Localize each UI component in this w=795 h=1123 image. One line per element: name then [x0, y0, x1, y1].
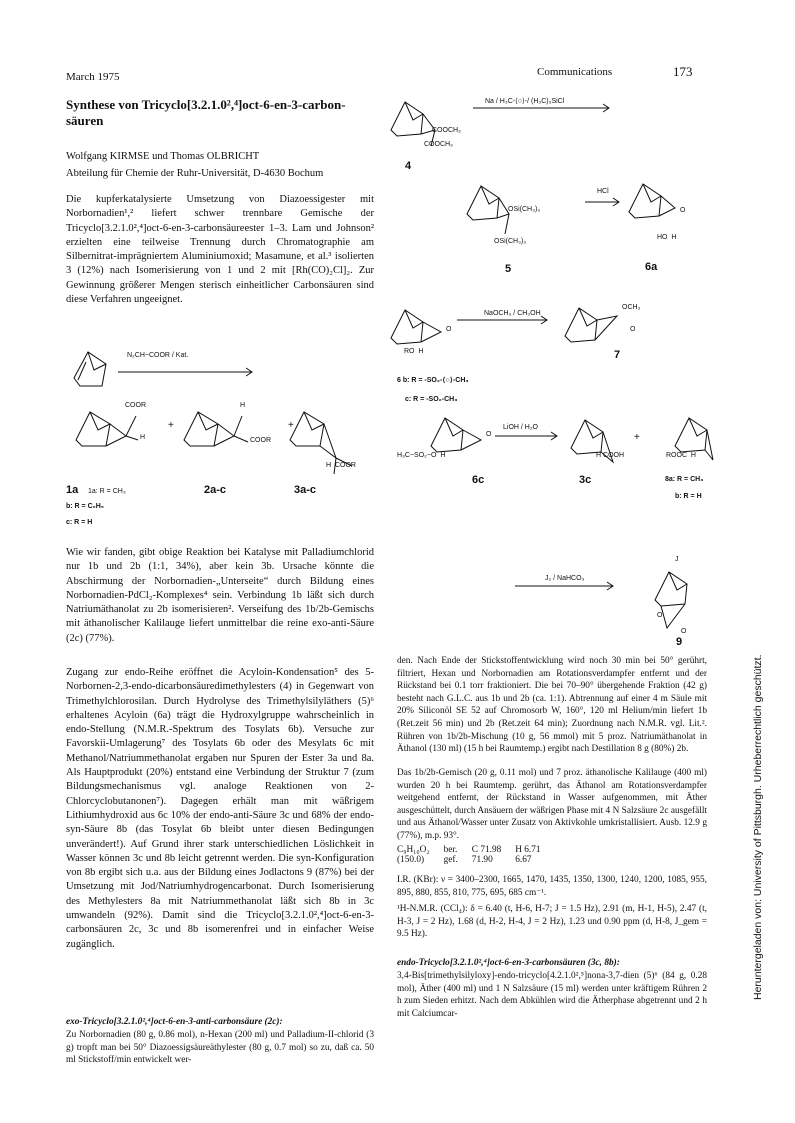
label-rooc: ROOC H [666, 452, 696, 459]
nmr-data: ¹H-N.M.R. (CCl₄): δ = 6.40 (t, H-6, H-7; J = 1.5 Hz), 2.91 (m, H-1, H-5), 2.47 (t, H-3, J = 2 Hz), 1.68 (d, H-2, H-4, J = 2 Hz), 1.23 und 0.90 ppm (d, H-8, J_gem = 9.5 Hz). [397, 904, 707, 940]
compound-3a-c: 3a-c [294, 484, 317, 496]
label-mso: H₃C−SO₂−O H [397, 452, 446, 459]
label-o-9b: O [681, 628, 687, 635]
label-coor-1: COOR [125, 402, 146, 409]
compound-2a-c: 2a-c [204, 484, 227, 496]
compound-6c: 6c [472, 474, 485, 486]
right-text-1: den. Nach Ende der Stickstoffentwicklung wird noch 30 min bei 50° gerührt, filtriert, Hexan und Norbornadien am Rotationsverdampfer entfernt und der Rückstand bei 0.1 torr fraktioniert. Die bei 70–90° übergehende Fraktion (42 g) besteht nach G.L.C. aus 1b und 2b (ca. 1:1). Abtrennung auf einer 4 m Säule mit 20% Siliconöl SE 52 auf Chromosorb W, 160°, 120 ml Helium/min liefert 1b (Ret.zeit 56 min) und 2b (Ret.zeit 64 min); Zuordnung nach N.M.R. vgl. Lit.². Rühren von 1b/2b-Mischung (10 g, 56 mmol) mit 5 proz. Natriumäthanolat in Äthanol (130 ml) (15 h bei Raumtemp.) ergibt nach Destillation 8 g (80%) 2b. [397, 656, 707, 755]
label-8b: b: R = H [675, 493, 702, 500]
hcl-reagent: HCl [597, 188, 609, 195]
elemental-analysis: C₉H₁₀O₂ ber. C 71.98 H 6.71 (150.0) gef. 71.90 6.67 [397, 845, 541, 865]
label-6b-r: 6 b: R = -SO₂-⟨○⟩-CH₃ [397, 377, 469, 384]
compound-6a: 6a [645, 261, 658, 273]
authors: Wolfgang KIRMSE und Thomas OLBRICHT [66, 151, 260, 162]
label-o-7: O [630, 326, 636, 333]
label-o-6a: O [680, 207, 686, 214]
body-paragraph-3: Zugang zur endo-Reihe eröffnet die Acyloin-Kondensation⁵ des 5-Norbornen-2,3-endo-dicarbonsäuredimethylesters (4) in Gegenwart von Trimethylchlorosilan. Durch Hydrolyse des Trimethylsilyläthers (5)⁶ erhaltenes Acyloin (6a) trägt die Hydroxylgruppe wahrscheinlich in endo-Stellung (N.M.R.-Spektrum des Tosylats 6b). Versuche zur Favorskii-Umlagerung⁷ des Tosylats 6b oder des Mesylats 6c mit Methanol/Natriummethanolat ergaben nur Spuren der Ester 3a und 8a. Als Hauptprodukt (20%) entstand eine Verbindung der Struktur 7 (zum Bildungsmechanismus vgl. analoge Reaktionen von 2-Chlorcyclobutanonen⁷). Dagegen erhält man mit wäßrigem Lithiumhydroxid aus 6c 10% der endo-anti-Säure 3c und 68% der endo-syn-Säure 8b (das Tosylat 6b bleibt unter diesen Bedingungen unverändert!). Auf Grund ihrer stark unterschiedlichen Löslichkeit in Wasser können 3c und 8b leicht getrennt werden. Die syn-Konfiguration von 8b ergibt sich u.a. aus der Bildung eines Jodlactons 9 (87%) bei der Umsetzung mit Jod/Natriumhydrogencarbonat. Durch Isomerisierung des Methylesters 8a mit Natriummethanolat läßt sich 8b in 3c umwandeln (92%). Damit sind die Tricyclo[3.2.1.0²,⁴]oct-6-en-3-carbonsäuren 2c, 3c und 8b isomerenfrei und in einfacher Weise zugänglich. [66, 667, 374, 950]
label-coor-2: COOR [250, 437, 271, 444]
scheme-2-structures [385, 90, 725, 650]
r-list-b: b: R = C₂H₅ [66, 503, 105, 510]
compound-3c: 3c [579, 474, 592, 486]
label-och3: OCH₃ [622, 304, 641, 311]
label-ho-6a: HO H [657, 234, 677, 241]
affiliation: Abteilung für Chemie der Ruhr-Universität, D-4630 Bochum [66, 168, 324, 179]
section-name: Communications [537, 66, 613, 78]
exp2-heading: endo-Tricyclo[3.2.1.0²,⁴]oct-6-en-3-carbonsäuren (3c, 8b): [397, 958, 620, 968]
label-cooch3-b: COOCH₃ [424, 141, 453, 148]
label-j: J [675, 556, 679, 563]
label-3c-h-cooh: H COOH [596, 452, 625, 459]
compound-7: 7 [614, 349, 621, 361]
label-h-coor-3: H COOR [326, 462, 356, 469]
exp1-heading: exo-Tricyclo[3.2.1.0²,⁴]oct-6-en-3-anti-carbonsäure (2c): [66, 1017, 283, 1027]
page-number: 173 [673, 64, 693, 79]
compound-9: 9 [676, 636, 683, 648]
scheme1-reagent: N₂CH−COOR / Kat. [127, 352, 189, 359]
label-8a: 8a: R = CH₃ [665, 476, 704, 483]
scheme2-reagent: Na / H₃C-⟨○⟩-/ (H₃C)₃SiCl [485, 98, 565, 105]
scheme5-reagent: LiOH / H₂O [503, 424, 538, 431]
label-ro: RO H [404, 348, 424, 355]
plus-1: + [168, 420, 174, 431]
label-h-1: H [140, 434, 146, 441]
r-list-a: 1a: R = CH₃ [88, 488, 126, 495]
body-paragraph-2: Wie wir fanden, gibt obige Reaktion bei Katalyse mit Palladiumchlorid nur 1b und 2b (1:1, 34%), aber kein 3b. Ursache könnte die Abschirmung der Norbornadien-„Unterseite“ durch Bildung eines Norbornadien-PdCl₂-Komplexes⁴ sein. Verbindung 1b läßt sich durch Natriumäthanolat zu 2b isomerisieren². Verseifung des 1b/2b-Gemischs mit äthanolischer Kalilauge liefert unmittelbar die reine exo-anti-Säure (2c) (77%). [66, 547, 374, 644]
right-text-2: Das 1b/2b-Gemisch (20 g, 0.11 mol) und 7 proz. äthanolische Kalilauge (400 ml) wurden 20 h bei Raumtemp. gerührt, das Äthanol am Rotationsverdampfer weitgehend entfernt, der Rückstand in Wasser aufgenommen, mit Äther ausgeschüttelt, durch Ansäuern der wäßrigen Phase mit 4 N Salzsäure 2c ausgefällt und aus Äthanol/Wasser unter Zusatz von Aktivkohle umkristallisiert. Ausb. 12.9 g (77%), m.p. 93°. [397, 768, 707, 841]
article-title: Synthese von Tricyclo[3.2.1.0²,⁴]oct-6-en-3-carbon-säuren [66, 97, 346, 128]
scheme4-reagent: NaOCH₃ / CH₃OH [484, 310, 541, 317]
issue-date: March 1975 [66, 71, 120, 83]
exp2-text: 3,4-Bis[trimethylsilyloxy]-endo-tricyclo[4.2.1.0²,⁵]nona-3,7-dien (5)⁶ (84 g, 0.28 mol), Äther (400 ml) und 1 N Salzsäure (15 ml) werden unter kräftigem Rühren 2 h zum Sieden erhitzt. Nach dem Abkühlen wird die Ätherphase abgetrennt und 2 h mit Calciumcar- [397, 971, 707, 1019]
exp1-text: Zu Norbornadien (80 g, 0.86 mol), n-Hexan (200 ml) und Palladium-II-chlorid (3 g) tropft man bei 50° Diazoessigsäureäthylester (80 g, 0.7 mol) so zu, daß ca. 50 ml Stickstoff/min entwickelt wer- [66, 1030, 374, 1066]
compound-5: 5 [505, 263, 512, 275]
plus-3: + [634, 432, 640, 443]
label-o-9a: O [657, 612, 663, 619]
compound-4: 4 [405, 160, 412, 172]
download-notice: Heruntergeladen von: University of Pittsburgh. Urheberrechtlich geschützt. [752, 654, 764, 1000]
label-o-6c: O [486, 431, 492, 438]
compound-1a: 1a [66, 484, 79, 496]
ir-data: I.R. (KBr): ν = 3400–2300, 1665, 1470, 1435, 1350, 1300, 1240, 1200, 1085, 955, 895, 880, 855, 810, 775, 695, 685 cm⁻¹. [397, 875, 707, 898]
intro-paragraph: Die kupferkatalysierte Umsetzung von Diazoessigester mit Norbornadien¹,² liefert schwer trennbare Gemische der Tricyclo[3.2.1.0²,⁴]oct-6-en-3-carbonsäureester 1–3. Lam und Johnson² erzielten eine teilweise Trennung durch Chromatographie am Silbernitrat-imprägniertem Aluminiumoxid; Masamune, et al.³ isolierten 3 (12%) nach Isomerisierung von 1 und 2 mit [Rh(CO)₂Cl]₂. Zur Gewinnung größerer Mengen sterisch einheitlicher Carbonsäuren sind diese Verfahren ungeeignet. [66, 194, 374, 306]
label-o-6b: O [446, 326, 452, 333]
label-osi-b: OSi(CH₃)₃ [494, 238, 527, 245]
label-6c-r: c: R = -SO₂-CH₃ [405, 396, 458, 403]
label-cooch3-a: COOCH₃ [432, 127, 461, 134]
plus-2: + [288, 420, 294, 431]
label-h-2: H [240, 402, 246, 409]
label-osi-a: OSi(CH₃)₃ [508, 206, 541, 213]
scheme6-reagent: J₂ / NaHCO₃ [545, 575, 585, 582]
r-list-c: c: R = H [66, 519, 93, 526]
